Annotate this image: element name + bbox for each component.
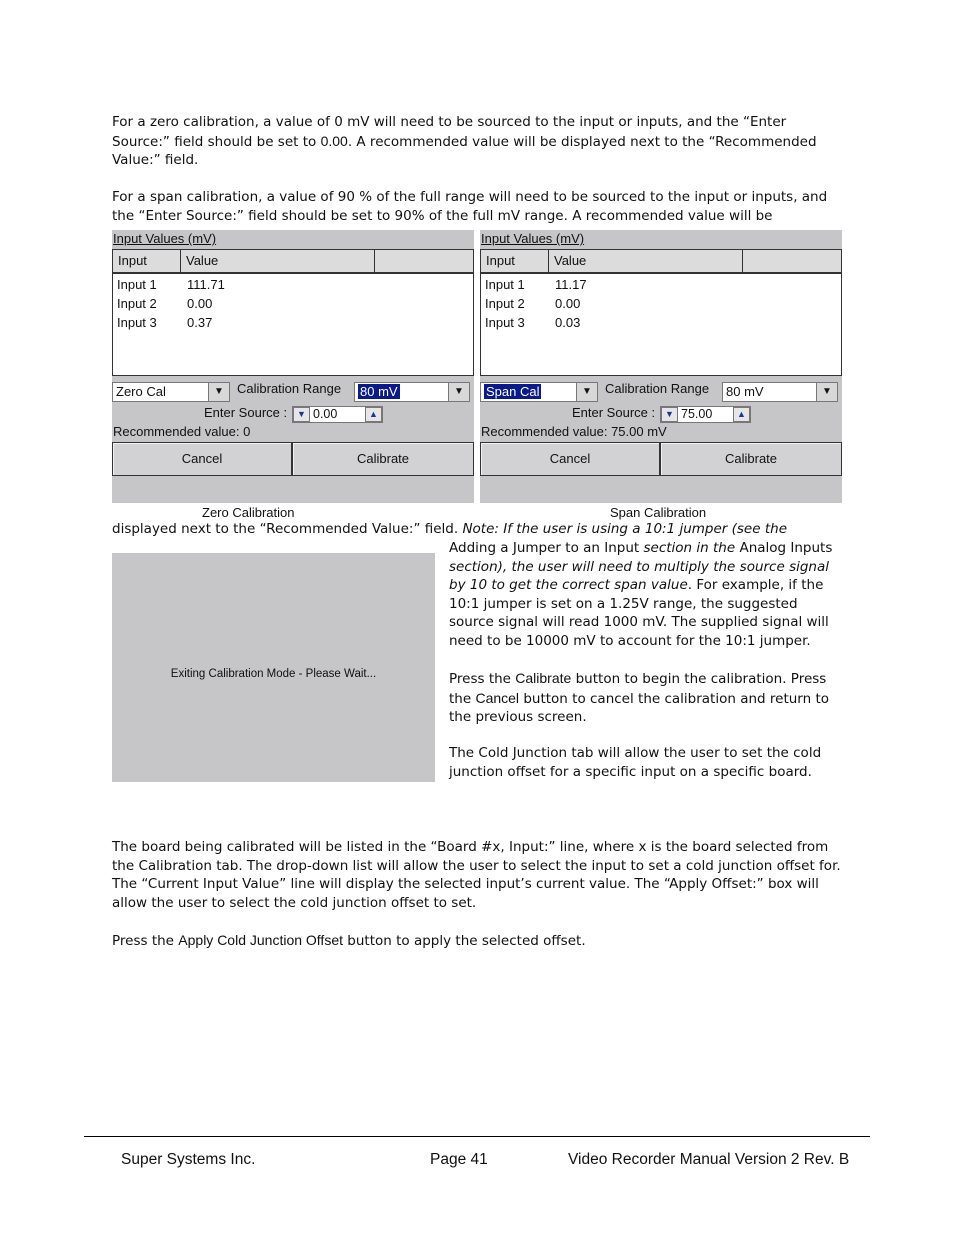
cancel-button[interactable]: Cancel (112, 442, 292, 476)
list-item[interactable] (485, 275, 587, 294)
span-calibration-caption: Span Calibration (610, 505, 707, 520)
cancel-emphasis: Cancel (475, 689, 520, 706)
continued-paragraph (112, 520, 842, 539)
zero-value-emphasis: 0.00 (320, 132, 348, 149)
list-item[interactable] (485, 294, 581, 313)
footer-page-number: Page 41 (430, 1151, 488, 1168)
calibrate-button[interactable]: Calibrate (660, 442, 842, 476)
range-value: 80 mV (360, 384, 398, 399)
list-item[interactable] (117, 313, 213, 332)
input-name: Input 3 (117, 315, 157, 330)
input-values-list[interactable] (480, 273, 842, 376)
recommended-value: Recommended value: 0 (113, 424, 251, 439)
input-name: Input 3 (485, 315, 525, 330)
span-calibration-paragraph: For a span calibration, a value of 90 % of the full range will need to be sourced to the input or inputs, and the “Enter Source:” field should be set to 90% of the full mV range. A recommended value will be (112, 189, 828, 224)
zero-calibration-caption: Zero Calibration (202, 505, 295, 520)
span-calibration-screen (480, 230, 842, 503)
input-name: Input 2 (117, 296, 157, 311)
text: For a zero calibration, a value of 0 mV will need to be sourced to the input or inputs, and the “Enter Source:” field should be set to (112, 114, 787, 150)
table-header (112, 249, 474, 273)
text: button to cancel the calibration and return to the previous screen. (449, 690, 830, 726)
chevron-down-icon[interactable]: ▼ (816, 383, 837, 401)
mode-value: Zero Cal (116, 384, 166, 399)
apply-offset-emphasis: Apply Cold Junction Offset (178, 932, 343, 948)
column-value[interactable]: Value (549, 250, 743, 272)
text: section in the (639, 540, 740, 556)
footer-divider (84, 1136, 870, 1137)
calibration-mode-dropdown[interactable] (480, 382, 598, 402)
note-text: Note: If the user is using a 10:1 jumper (see the (462, 521, 787, 537)
decrement-icon[interactable]: ▼ (661, 407, 678, 422)
source-value[interactable]: 75.00 (681, 407, 713, 421)
enter-source-spinner[interactable] (292, 406, 383, 423)
increment-icon[interactable]: ▲ (733, 407, 750, 422)
list-item[interactable] (485, 313, 581, 332)
chevron-down-icon[interactable]: ▼ (208, 383, 229, 401)
footer-company: Super Systems Inc. (121, 1151, 256, 1168)
source-value[interactable]: 0.00 (313, 407, 338, 421)
text: displayed next to the “Recommended Value:” field. (112, 521, 463, 537)
exiting-message: Exiting Calibration Mode - Please Wait... (170, 668, 377, 680)
input-value: 0.37 (187, 315, 213, 330)
column-input[interactable]: Input (481, 250, 549, 272)
jumper-note-paragraph (449, 539, 844, 651)
input-value: 0.00 (555, 296, 581, 311)
calibrate-instructions-paragraph (449, 669, 844, 727)
list-item[interactable] (117, 275, 225, 294)
apply-offset-paragraph (112, 931, 842, 951)
text: section), the user will need to multiply the source signal by 10 to get the correct span value (449, 558, 830, 594)
input-values-title: Input Values (mV) (481, 231, 585, 246)
input-values-title: Input Values (mV) (113, 231, 217, 246)
chevron-down-icon[interactable]: ▼ (448, 383, 469, 401)
text: button to apply the selected offset. (343, 933, 586, 949)
cold-junction-intro-paragraph: The Cold Junction tab will allow the user to set the cold junction offset for a specific input on a specific board. (449, 745, 822, 780)
input-name: Input 2 (485, 296, 525, 311)
column-empty[interactable] (375, 250, 473, 272)
input-name: Input 1 (485, 277, 525, 292)
increment-icon[interactable]: ▲ (365, 407, 382, 422)
text: Analog Inputs (739, 540, 833, 556)
enter-source-label: Enter Source : (572, 405, 656, 420)
zero-calibration-paragraph (112, 113, 842, 170)
list-item[interactable] (117, 294, 213, 313)
input-name: Input 1 (117, 277, 157, 292)
range-value: 80 mV (726, 384, 764, 399)
calibration-range-dropdown[interactable] (354, 382, 470, 402)
column-empty[interactable] (743, 250, 841, 272)
recommended-value: Recommended value: 75.00 mV (481, 424, 667, 439)
cancel-button[interactable]: Cancel (480, 442, 660, 476)
calibration-mode-dropdown[interactable] (112, 382, 230, 402)
calibrate-emphasis: Calibrate (515, 670, 572, 686)
calibration-range-dropdown[interactable] (722, 382, 838, 402)
footer-manual-title: Video Recorder Manual Version 2 Rev. B (568, 1151, 850, 1168)
calibration-range-label: Calibration Range (237, 381, 342, 396)
text: button to begin the calibration. Press the (449, 671, 827, 707)
zero-calibration-screen (112, 230, 474, 503)
text: . For example, if the 10:1 jumper is set on a 1.25V range, the suggested source signal will read 1000 mV. The supplied signal will need to be 10000 mV to account for the 10:1 jumper. (449, 577, 829, 649)
column-input[interactable]: Input (113, 250, 181, 272)
table-header (480, 249, 842, 273)
cold-junction-paragraph: The board being calibrated will be listed in the “Board #x, Input:” line, where x is the board selected from the Calibration tab. The drop-down list will allow the user to select the input to set a cold junction offset for. The “Current Input Value” line will display the selected input’s current value. The “Apply Offset:” box will allow the user to select the cold junction offset to set. (112, 839, 841, 911)
input-value: 111.71 (187, 277, 225, 292)
text: Press the (449, 671, 516, 687)
enter-source-label: Enter Source : (204, 405, 288, 420)
text: . A recommended value will be displayed next to the “Recommended Value:” field. (112, 133, 817, 169)
decrement-icon[interactable]: ▼ (293, 407, 310, 422)
calibration-range-label: Calibration Range (605, 381, 710, 396)
calibrate-button[interactable]: Calibrate (292, 442, 474, 476)
input-value: 0.03 (555, 315, 581, 330)
input-value: 11.17 (555, 277, 587, 292)
text: Press the (112, 933, 179, 949)
input-value: 0.00 (187, 296, 213, 311)
mode-value: Span Cal (486, 384, 540, 399)
exiting-calibration-screen (112, 553, 435, 782)
input-values-list[interactable] (112, 273, 474, 376)
chevron-down-icon[interactable]: ▼ (576, 383, 597, 401)
column-value[interactable]: Value (181, 250, 375, 272)
text: Adding a Jumper to an Input (449, 540, 640, 556)
enter-source-spinner[interactable] (660, 406, 751, 423)
